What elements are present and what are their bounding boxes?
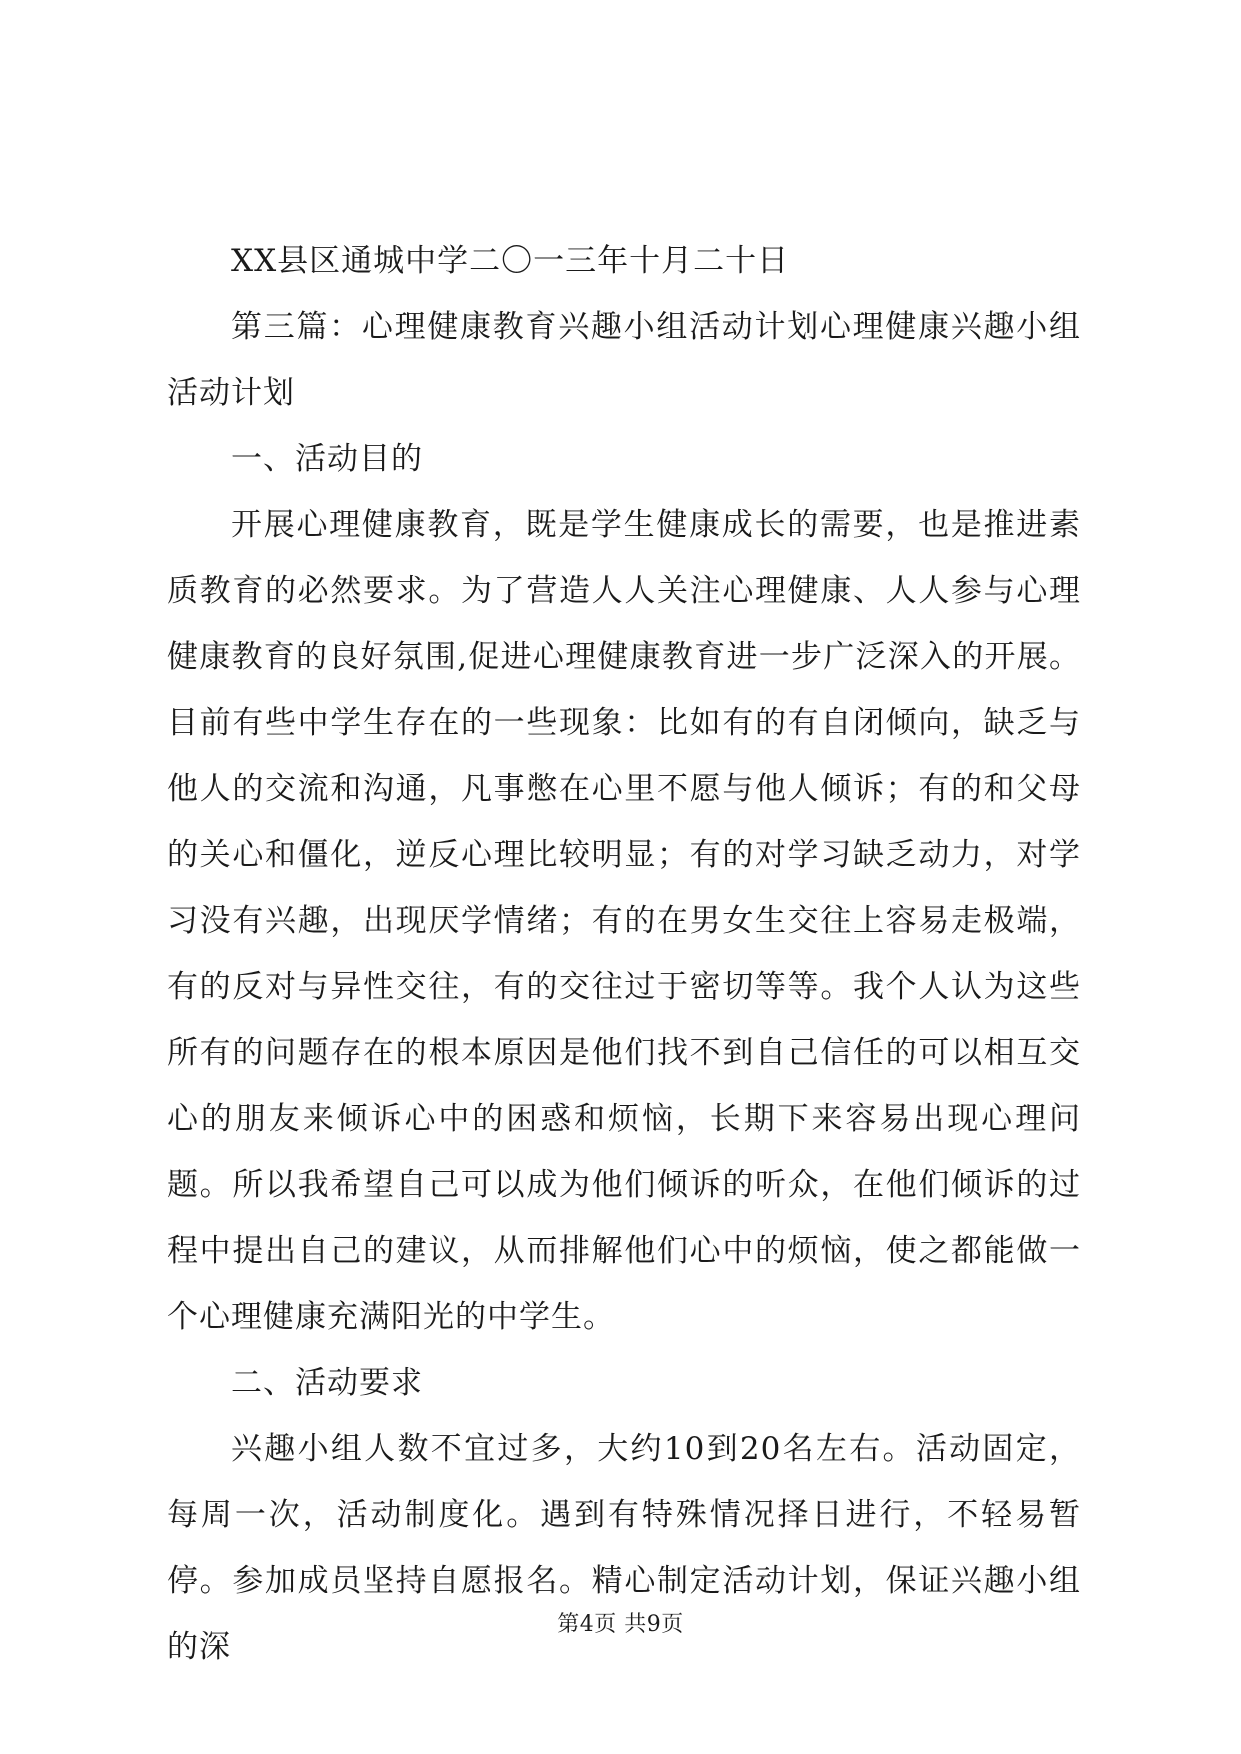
document-body <box>167 228 1081 1680</box>
date-line: XX县区通城中学二〇一三年十月二十日 <box>231 243 790 279</box>
heading-activity-requirements: 二、活动要求 <box>231 1365 423 1401</box>
paragraph-purpose-body: 开展心理健康教育，既是学生健康成长的需要，也是推进素质教育的必然要求。为了营造人人关注心理健康、人人参与心理健康教育的良好氛围,促进心理健康教育进一步广泛深入的开展。目前有些中学生存在的一些现象：比如有的有自闭倾向，缺乏与他人的交流和沟通，凡事憋在心里不愿与他人倾诉；有的和父母的关心和僵化，逆反心理比较明显；有的对学习缺乏动力，对学习没有兴趣，出现厌学情绪；有的在男女生交往上容易走极端，有的反对与异性交往，有的交往过于密切等等。我个人认为这些所有的问题存在的根本原因是他们找不到自己信任的可以相互交心的朋友来倾诉心中的困惑和烦恼，长期下来容易出现心理问题。所以我希望自己可以成为他们倾诉的听众，在他们倾诉的过程中提出自己的建议，从而排解他们心中的烦恼，使之都能做一个心理健康充满阳光的中学生。 <box>167 507 1081 1335</box>
heading-activity-purpose: 一、活动目的 <box>231 441 423 477</box>
paragraph-requirements-body: 兴趣小组人数不宜过多，大约10到20名左右。活动固定，每周一次，活动制度化。遇到有特殊情况择日进行，不轻易暂停。参加成员坚持自愿报名。精心制定活动计划，保证兴趣小组的深 <box>167 1431 1081 1665</box>
page-number-footer: 第4页 共9页 <box>557 1612 684 1637</box>
section-title: 第三篇：心理健康教育兴趣小组活动计划心理健康兴趣小组活动计划 <box>167 309 1081 411</box>
